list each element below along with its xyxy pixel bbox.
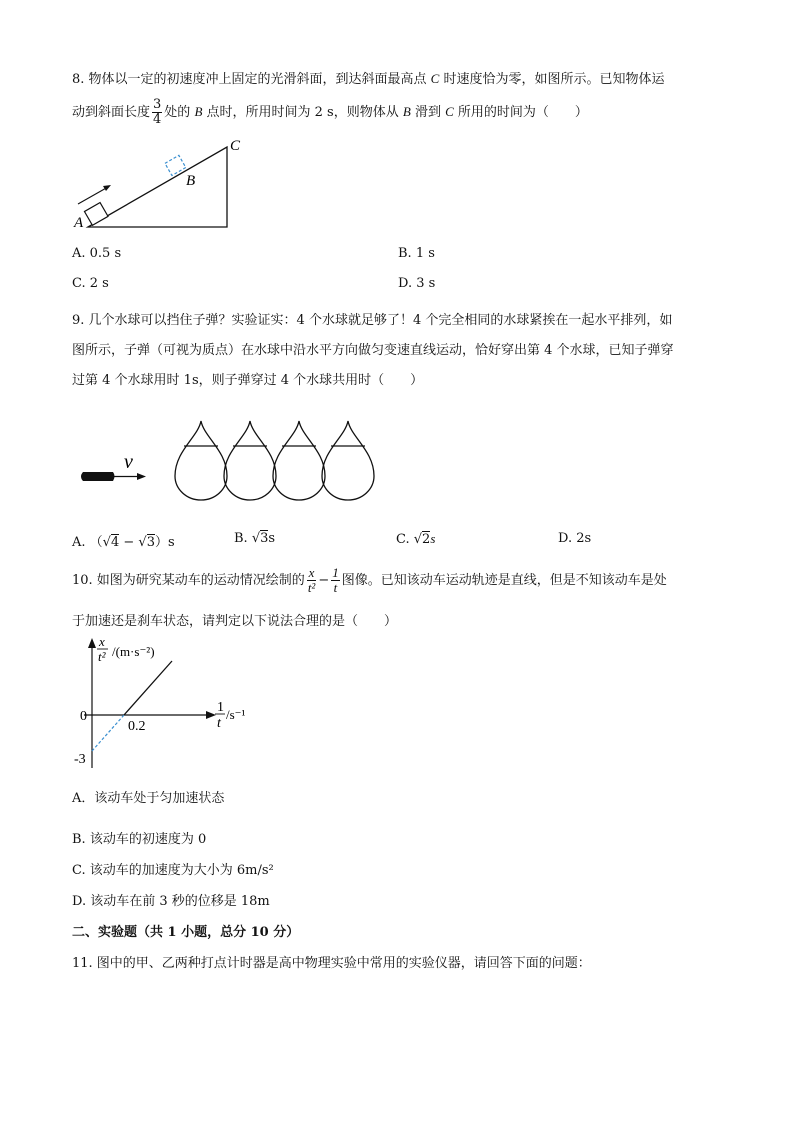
q9-option-c[interactable]	[396, 531, 435, 547]
minus-sign: −	[119, 535, 139, 550]
x-label-unit: /s⁻¹	[226, 707, 246, 722]
q8-text: 8. 物体以一定的初速度冲上固定的光滑斜面，到达斜面最高点	[72, 72, 431, 87]
q8-point-c: C	[430, 71, 440, 86]
radicand: 2	[422, 532, 431, 547]
q8-option-b[interactable]: B. 1 s	[398, 246, 435, 261]
q9-line1: 9. 几个水球可以挡住子弹？实验证实：4 个水球就足够了！4 个完全相同的水球紧挨在一起水平排列，如	[72, 313, 673, 328]
q9-line2: 图所示，子弹（可视为质点）在水球中沿水平方向做匀变速直线运动，恰好穿出第 4 个水球，已知子弹穿	[72, 343, 674, 358]
q10-option-b[interactable]: B. 该动车的初速度为 0	[72, 832, 207, 847]
q9-option-a-text: ）s	[154, 535, 175, 550]
q10-line1	[72, 566, 667, 595]
sqrt-icon: √	[251, 531, 261, 546]
x-label-denominator: t	[217, 716, 221, 731]
fraction-numerator: x	[308, 565, 315, 580]
q8-point-c: C	[445, 104, 454, 119]
velocity-arrow	[78, 187, 108, 204]
fraction-denominator: 4	[153, 112, 162, 127]
fraction-numerator: 3	[153, 97, 162, 112]
q8-option-d[interactable]: D. 3 s	[398, 276, 436, 291]
q10-line2: 于加速还是刹车状态，请判定以下说法合理的是（ ）	[72, 614, 398, 629]
q8-line1	[72, 68, 664, 87]
q9-option-a-text: A. （	[72, 535, 103, 550]
label-c: C	[230, 138, 241, 154]
sqrt-icon: √	[138, 535, 147, 550]
fraction-three-quarters	[152, 98, 162, 127]
q8-text: 时速度恰为零，如图所示。已知物体运	[439, 72, 665, 87]
q9-option-b-text: B.	[234, 531, 252, 546]
water-ball-1	[175, 421, 227, 500]
q10-option-c[interactable]: C. 该动车的加速度为大小为 6m/s²	[72, 863, 274, 878]
minus-sign: −	[318, 573, 330, 588]
fraction-x-over-t2	[307, 566, 317, 595]
fraction-numerator: 1	[332, 565, 339, 580]
y-tick-label: -3	[74, 752, 86, 767]
q9-option-c-text: C.	[396, 532, 414, 547]
water-balls-figure	[78, 415, 388, 507]
q8-text: 所用的时间为（ ）	[453, 105, 588, 120]
incline-figure	[70, 132, 260, 234]
q8-option-c[interactable]: C. 2 s	[72, 276, 109, 291]
x-t2-vs-1-t-graph	[68, 632, 268, 772]
y-label-numerator: x	[99, 634, 105, 649]
y-label-unit: /(m·s⁻²)	[112, 644, 155, 659]
q8-text: 动到斜面长度	[72, 105, 151, 120]
q8-point-b: B	[194, 104, 203, 119]
arrow-head-icon	[103, 185, 111, 191]
q10-option-d[interactable]: D. 该动车在前 3 秒的位移是 18m	[72, 894, 270, 909]
water-ball-3	[273, 421, 325, 500]
q9-option-a[interactable]	[72, 531, 175, 550]
extrapolated-dashed-line	[92, 715, 124, 751]
q8-text: 点时，所用时间为 2 s，则物体从	[202, 105, 403, 120]
q9-line3: 过第 4 个水球用时 1s，则子弹穿过 4 个水球共用时（ ）	[72, 373, 424, 388]
y-axis-arrow-icon	[88, 638, 96, 648]
q8-text: 处的	[164, 105, 195, 120]
q8-text: 滑到	[410, 105, 446, 120]
q9-option-d[interactable]: D. 2s	[558, 531, 592, 546]
y-label-denominator: t²	[98, 649, 106, 664]
label-v: v	[124, 451, 133, 473]
q9-option-c-text: s	[430, 531, 436, 546]
q9-option-b-text: s	[268, 531, 276, 546]
q9-option-b[interactable]	[234, 531, 275, 546]
fraction-denominator: t	[333, 580, 338, 595]
radicand: 4	[110, 535, 120, 550]
radicand: 3	[260, 531, 269, 546]
water-ball-2	[224, 421, 276, 500]
radicand: 3	[146, 535, 155, 550]
x-tick-label: 0.2	[128, 719, 146, 734]
q10-text: 10. 如图为研究某动车的运动情况绘制的	[72, 573, 305, 588]
section-title: 二、实验题（共 1 小题，总分 10 分）	[72, 925, 300, 940]
origin-label: 0	[80, 709, 87, 724]
q10-text: 图像。已知该动车运动轨迹是直线，但是不知该动车是处	[341, 573, 667, 588]
q8-point-b: B	[402, 104, 411, 119]
q11-line1: 11. 图中的甲、乙两种打点计时器是高中物理实验中常用的实验仪器，请回答下面的问题：	[72, 956, 591, 971]
fraction-denominator: t²	[307, 580, 316, 595]
arrow-head-icon	[137, 473, 146, 480]
fraction-1-over-t	[331, 566, 340, 595]
water-ball-4	[322, 421, 374, 500]
bullet-icon	[81, 472, 115, 481]
label-b: B	[186, 173, 196, 189]
x-axis-arrow-icon	[206, 711, 216, 719]
label-a: A	[74, 215, 84, 231]
q10-option-a[interactable]: A．该动车处于匀加速状态	[72, 791, 225, 806]
x-label-numerator: 1	[217, 700, 224, 715]
data-line	[124, 661, 172, 715]
block-a	[84, 203, 108, 226]
q8-line2	[72, 98, 588, 127]
q8-option-a[interactable]: A. 0.5 s	[72, 246, 122, 261]
sqrt-icon: √	[102, 535, 111, 550]
sqrt-icon: √	[413, 532, 423, 547]
